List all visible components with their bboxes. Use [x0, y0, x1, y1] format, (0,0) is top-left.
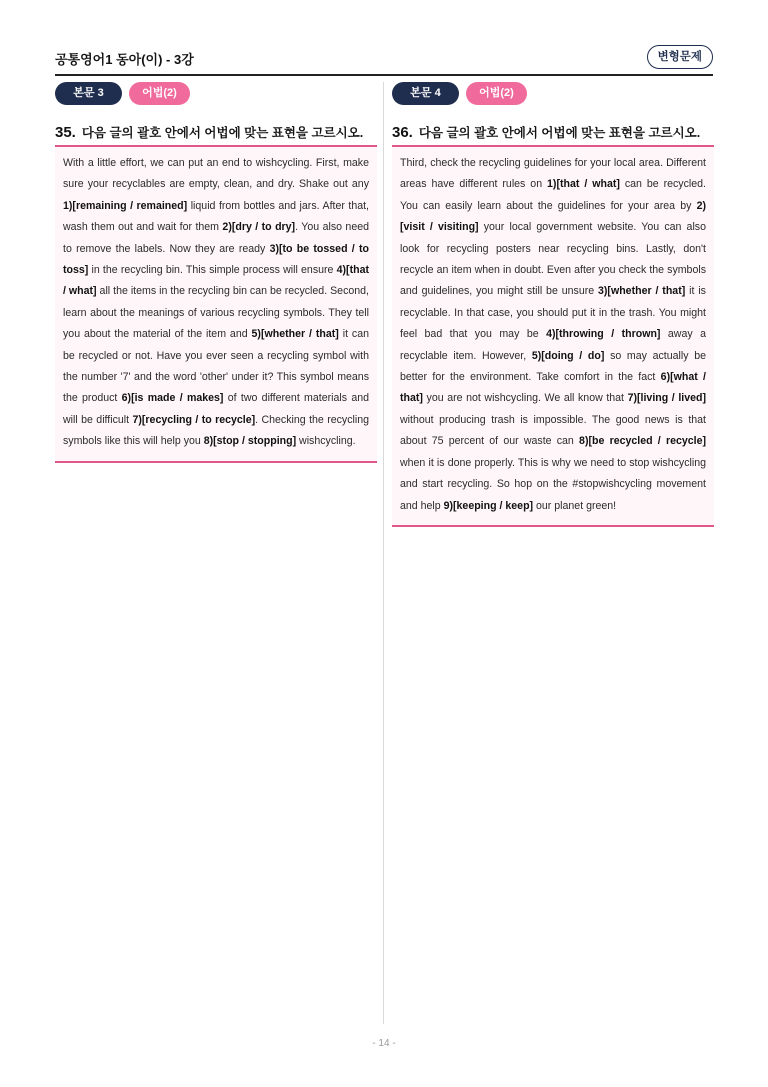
page-header: [55, 44, 713, 76]
answer-choice: 4)[throwing / thrown]: [546, 328, 661, 341]
document-title: 공통영어1 동아(이) - 3강: [55, 52, 194, 67]
answer-choice: 5)[whether / that]: [251, 328, 339, 341]
answer-choice: 8)[be recycled / recycle]: [579, 435, 706, 448]
answer-choice: 1)[remaining / remained]: [63, 199, 188, 212]
answer-choice: 3)[whether / that]: [598, 285, 686, 298]
question-text: 다음 글의 괄호 안에서 어법에 맞는 표현을 고르시오.: [81, 126, 364, 140]
passage-text: wishcycling.: [296, 435, 356, 448]
page-number: - 14 -: [372, 1038, 396, 1049]
passage-text: our planet green!: [533, 499, 617, 512]
passage-text: without producing trash is impossible. The good news is that about 75 percent of our waste can: [400, 413, 706, 448]
left-label-row: [55, 82, 377, 105]
answer-choice: 7)[recycling / to recycle]: [132, 413, 256, 426]
passage-text: . You also need to remove the labels. Now they are ready: [63, 221, 369, 255]
category-badge: 어법(2): [466, 82, 527, 105]
passage-text: in the recycling bin. This simple process will ensure: [88, 264, 337, 277]
answer-choice: 1)[that / what]: [547, 178, 620, 191]
passage-text: With a little effort, we can put an end to wishcycling. First, make sure your recyclables are empty, clean, and dry. Shake out any: [63, 157, 369, 191]
passage-text: it can be recycled or not. Have you ever seen a recycling symbol with the number '7' and the word 'other' under it? This symbol means the product: [63, 328, 370, 405]
passage-text: you are not wishcycling. We all know that: [422, 392, 628, 405]
passage-text: so may actually be better for the environment. Take comfort in the fact: [400, 349, 706, 384]
answer-choice: 6)[what / that]: [400, 371, 706, 405]
column-divider: [383, 82, 384, 1024]
answer-choice: 8)[stop / stopping]: [203, 435, 297, 448]
passage-text: when it is done properly. This is why we need to stop wishcycling and start recycling. So hop on the #stopwishcycling movement and help: [400, 456, 706, 512]
question-text: 다음 글의 괄호 안에서 어법에 맞는 표현을 고르시오.: [418, 126, 701, 140]
variant-question-badge: 변형문제: [647, 45, 713, 69]
passage-text: all the items in the recycling bin can be recycled. Second, learn about the meanings of various recycling symbols. They tell you about the material of the item and: [63, 285, 369, 341]
passage-text: of two different materials and will be difficult: [63, 392, 370, 426]
answer-choice: 9)[keeping / keep]: [443, 499, 534, 512]
answer-choice: 2)[dry / to dry]: [222, 221, 296, 234]
question-heading: [392, 123, 714, 147]
passage-text: Third, check the recycling guidelines for your local area. Different areas have different rules on: [400, 157, 706, 191]
question-number: 35.: [55, 124, 76, 141]
passage-text: your local government website. You can also look for recycling posters near recycling bins. Lastly, don't recycle an item when in doubt. Even after you check the symbols and guidelines, you might still be unsure: [400, 221, 706, 298]
passage-box: [55, 147, 377, 463]
passage-text: away a recyclable item. However,: [400, 328, 706, 362]
section-badge: 본문 3: [55, 82, 122, 105]
right-column: [392, 82, 714, 527]
passage-text: liquid from bottles and jars. After that, wash them out and wait for them: [63, 199, 370, 234]
answer-choice: 7)[living / lived]: [627, 392, 706, 405]
passage-text: it is recyclable. In that case, you should put it in the trash. You might feel bad that you may be: [400, 285, 706, 341]
question-heading: [55, 123, 377, 147]
right-label-row: [392, 82, 714, 105]
category-badge: 어법(2): [129, 82, 190, 105]
answer-choice: 2)[visit / visiting]: [400, 199, 706, 234]
passage-box: [392, 147, 714, 527]
answer-choice: 3)[to be tossed / to toss]: [63, 242, 369, 277]
section-badge: 본문 4: [392, 82, 459, 105]
answer-choice: 6)[is made / makes]: [121, 392, 224, 405]
answer-choice: 4)[that / what]: [63, 264, 369, 298]
left-column: [55, 82, 377, 463]
passage-text: . Checking the recycling symbols like this will help you: [63, 413, 369, 448]
passage-text: can be recycled. You can easily learn about the guidelines for your area by: [400, 178, 706, 212]
question-number: 36.: [392, 124, 413, 141]
answer-choice: 5)[doing / do]: [531, 349, 605, 362]
